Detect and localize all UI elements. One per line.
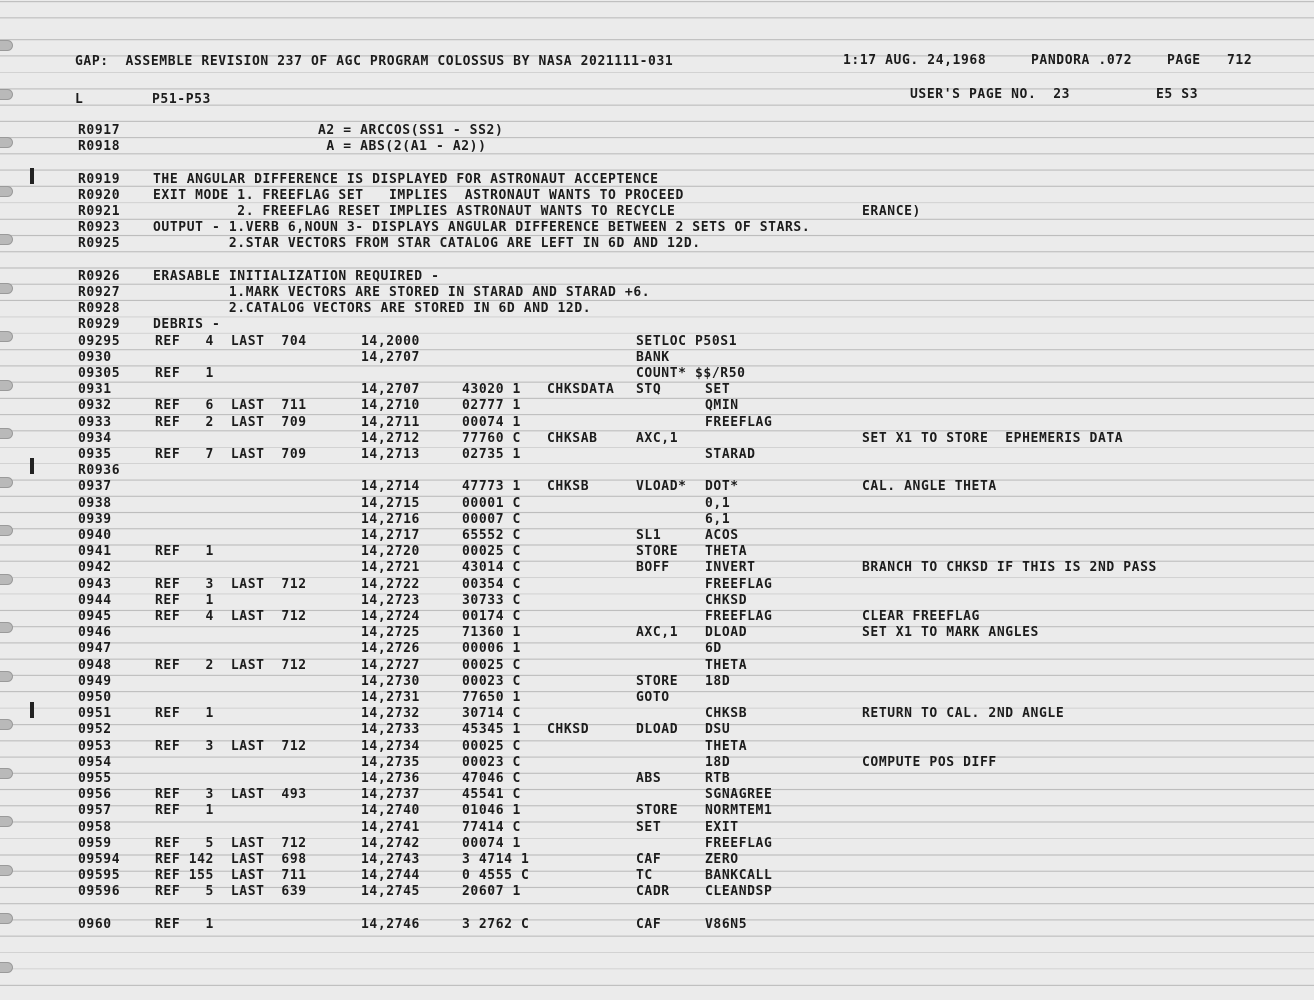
page-label: PAGE	[1167, 53, 1201, 68]
listing-addr: 14,2707	[361, 382, 420, 398]
listing-comment2: SET X1 TO STORE EPHEMERIS DATA	[862, 430, 1124, 446]
listing-ref: REF 5 LAST 712	[155, 835, 307, 851]
margin-mark	[30, 458, 34, 474]
listing-addr: 14,2710	[361, 398, 420, 414]
listing-ref: REF 155 LAST 711	[155, 868, 307, 884]
listing-op: COUNT* $$/R50	[636, 366, 746, 381]
listing-operand: THETA	[705, 657, 748, 673]
listing-remark: DEBRIS -	[153, 317, 221, 333]
listing-op: VLOAD*	[636, 479, 687, 495]
listing-addr: 14,2727	[361, 657, 420, 673]
listing-operand: NORMTEM1	[705, 803, 773, 819]
listing-addr: 14,2711	[361, 414, 420, 430]
feed-hole	[0, 719, 13, 730]
listing-addr: 14,2000	[361, 333, 420, 349]
listing-comment2: BRANCH TO CHKSD IF THIS IS 2ND PASS	[862, 560, 1157, 576]
sequence-number: R0923	[78, 220, 121, 236]
sequence-number: 0960	[78, 916, 112, 932]
sequence-number: R0920	[78, 187, 121, 203]
feed-hole	[0, 186, 13, 197]
assembly-title: GAP: ASSEMBLE REVISION 237 OF AGC PROGRAM COLOSSUS BY NASA 2021111-031	[75, 54, 674, 69]
listing-addr: 14,2715	[361, 495, 420, 511]
listing-addr: 14,2717	[361, 528, 420, 543]
listing-addr: 14,2735	[361, 754, 420, 770]
listing-ref: REF 1	[155, 592, 214, 608]
feed-hole	[0, 380, 13, 391]
listing-word: 30714 C	[462, 706, 521, 722]
feed-hole	[0, 622, 13, 633]
listing-op: AXC,1	[636, 625, 679, 641]
listing-comment2: SET X1 TO MARK ANGLES	[862, 625, 1039, 641]
listing-word: 43020 1	[462, 382, 521, 398]
feed-hole	[0, 525, 13, 536]
listing-type: L	[75, 92, 84, 107]
feed-hole	[0, 234, 13, 245]
feed-hole	[0, 768, 13, 779]
listing-operand: RTB	[705, 771, 731, 786]
listing-ref: REF 7 LAST 709	[155, 447, 307, 462]
listing-label: CHKSD	[547, 722, 590, 738]
listing-addr: 14,2736	[361, 771, 420, 786]
sequence-number: 0947	[78, 641, 112, 657]
listing-ref: REF 6 LAST 711	[155, 398, 307, 414]
sequence-number: R0928	[78, 301, 121, 317]
feed-hole	[0, 865, 13, 876]
listing-label: CHKSB	[547, 479, 590, 495]
feed-hole	[0, 816, 13, 827]
listing-word: 01046 1	[462, 803, 521, 819]
listing-ref: REF 4 LAST 712	[155, 609, 307, 624]
listing-addr: 14,2707	[361, 349, 420, 365]
listing-operand: CLEANDSP	[705, 884, 773, 900]
listing-remark: THE ANGULAR DIFFERENCE IS DISPLAYED FOR ASTRONAUT ACCEPTENCE	[153, 171, 659, 187]
sequence-number: R0929	[78, 317, 121, 333]
listing-word: 77760 C	[462, 430, 521, 446]
listing-addr: 14,2731	[361, 690, 420, 705]
listing-addr: 14,2721	[361, 560, 420, 576]
listing-op: TC	[636, 868, 653, 884]
sequence-number: 0931	[78, 382, 112, 398]
listing-addr: 14,2724	[361, 609, 420, 624]
listing-word: 47773 1	[462, 479, 521, 495]
listing-operand: FREEFLAG	[705, 835, 773, 851]
listing-op: STQ	[636, 382, 662, 398]
sequence-number: 0943	[78, 576, 112, 592]
listing-remark: EXIT MODE 1. FREEFLAG SET IMPLIES ASTRONAUT WANTS TO PROCEED	[153, 187, 684, 203]
sequence-number: 0941	[78, 544, 112, 560]
sequence-number: 0951	[78, 706, 112, 722]
listing-remark: 2.CATALOG VECTORS ARE STORED IN 6D AND 12D.	[153, 301, 592, 317]
sequence-number: 0937	[78, 479, 112, 495]
listing-ref: REF 3 LAST 712	[155, 576, 307, 592]
listing-addr: 14,2740	[361, 803, 420, 819]
feed-hole	[0, 671, 13, 682]
listing-addr: 14,2714	[361, 479, 420, 495]
listing-remark: OUTPUT - 1.VERB 6,NOUN 3- DISPLAYS ANGULAR DIFFERENCE BETWEEN 2 SETS OF STARS.	[153, 220, 811, 236]
listing-operand: FREEFLAG	[705, 414, 773, 430]
listing-word: 71360 1	[462, 625, 521, 641]
listing-op: BANK	[636, 349, 670, 365]
section-code: E5 S3	[1156, 87, 1199, 102]
listing-word: 00025 C	[462, 544, 521, 560]
listing-word: 43014 C	[462, 560, 521, 576]
listing-ref: REF 4 LAST 704	[155, 333, 307, 349]
listing-op: BOFF	[636, 560, 670, 576]
listing-word: 0 4555 C	[462, 868, 530, 884]
listing-ref: REF 142 LAST 698	[155, 852, 307, 867]
listing-word: 00354 C	[462, 576, 521, 592]
listing-addr: 14,2742	[361, 835, 420, 851]
listing-op: STORE	[636, 803, 679, 819]
listing-comment2: CAL. ANGLE THETA	[862, 479, 997, 495]
listing-op: CAF	[636, 916, 662, 932]
listing-addr: 14,2726	[361, 641, 420, 657]
listing-addr: 14,2713	[361, 447, 420, 462]
listing-ref: REF 1	[155, 803, 214, 819]
listing-op: ABS	[636, 771, 662, 786]
sequence-number: 0932	[78, 398, 112, 414]
listing-addr: 14,2730	[361, 673, 420, 689]
feed-hole	[0, 283, 13, 294]
listing-op: SET	[636, 819, 662, 835]
listing-op: CAF	[636, 852, 662, 867]
sequence-number: 0953	[78, 738, 112, 754]
listing-word: 45345 1	[462, 722, 521, 738]
sequence-number: 0930	[78, 349, 112, 365]
listing-operand: EXIT	[705, 819, 739, 835]
listing-ref: REF 1	[155, 366, 214, 381]
sequence-number: R0919	[78, 171, 121, 187]
listing-addr: 14,2720	[361, 544, 420, 560]
listing-operand: CHKSD	[705, 592, 748, 608]
listing-remark: ERASABLE INITIALIZATION REQUIRED -	[153, 268, 440, 284]
listing-ref: REF 3 LAST 712	[155, 738, 307, 754]
listing-operand: 18D	[705, 754, 731, 770]
listing-word: 45541 C	[462, 787, 521, 803]
listing-addr: 14,2737	[361, 787, 420, 803]
listing-word: 00001 C	[462, 495, 521, 511]
feed-hole	[0, 89, 13, 100]
listing-word: 77650 1	[462, 690, 521, 705]
listing-word: 02735 1	[462, 447, 521, 462]
sequence-number: 0933	[78, 414, 112, 430]
listing-operand: 6D	[705, 641, 722, 657]
sequence-number: 0955	[78, 771, 112, 786]
listing-word: 20607 1	[462, 884, 521, 900]
listing-comment2: CLEAR FREEFLAG	[862, 609, 980, 624]
listing-word: 00023 C	[462, 673, 521, 689]
listing-operand: 0,1	[705, 495, 731, 511]
sequence-number: R0918	[78, 139, 121, 155]
listing-operand: THETA	[705, 738, 748, 754]
listing-remark: 1.MARK VECTORS ARE STORED IN STARAD AND STARAD +6.	[153, 285, 651, 300]
pandora-version: PANDORA .072	[1031, 53, 1133, 68]
sequence-number: 0944	[78, 592, 112, 608]
listing-operand: BANKCALL	[705, 868, 773, 884]
listing-word: 00025 C	[462, 657, 521, 673]
feed-hole	[0, 477, 13, 488]
listing-word: 00174 C	[462, 609, 521, 624]
listing-operand: SGNAGREE	[705, 787, 773, 803]
listing-word: 00007 C	[462, 511, 521, 527]
sequence-number: 0949	[78, 673, 112, 689]
sequence-number: R0921	[78, 204, 121, 219]
listing-word: 00006 1	[462, 641, 521, 657]
page-number: 712	[1227, 53, 1253, 68]
listing-ref: REF 1	[155, 706, 214, 722]
listing-word: 30733 C	[462, 592, 521, 608]
listing-operand: THETA	[705, 544, 748, 560]
listing-op: DLOAD	[636, 722, 679, 738]
listing-note: ERANCE)	[862, 204, 921, 219]
listing-word: 00074 1	[462, 414, 521, 430]
listing-addr: 14,2732	[361, 706, 420, 722]
listing-operand: ZERO	[705, 852, 739, 867]
sequence-number: 0939	[78, 511, 112, 527]
listing-operand: FREEFLAG	[705, 609, 773, 624]
listing-ref: REF 1	[155, 916, 214, 932]
sequence-number: 0945	[78, 609, 112, 624]
listing-word: 77414 C	[462, 819, 521, 835]
listing-ref: REF 1	[155, 544, 214, 560]
users-page-number: USER'S PAGE NO. 23	[910, 87, 1071, 102]
listing-comment2: COMPUTE POS DIFF	[862, 754, 997, 770]
listing-comment: A = ABS(2(A1 - A2))	[318, 139, 487, 155]
listing-word: 00074 1	[462, 835, 521, 851]
listing-label: CHKSAB	[547, 430, 598, 446]
sequence-number: 0954	[78, 754, 112, 770]
feed-hole	[0, 962, 13, 973]
listing-operand: V86N5	[705, 916, 748, 932]
listing-operand: INVERT	[705, 560, 756, 576]
timestamp: 1:17 AUG. 24,1968	[843, 53, 987, 68]
sequence-number: 0946	[78, 625, 112, 641]
feed-hole	[0, 574, 13, 585]
listing-operand: FREEFLAG	[705, 576, 773, 592]
sequence-number: 0934	[78, 430, 112, 446]
sequence-number: 0959	[78, 835, 112, 851]
listing-addr: 14,2716	[361, 511, 420, 527]
listing-remark: 2.STAR VECTORS FROM STAR CATALOG ARE LEFT IN 6D AND 12D.	[153, 236, 701, 252]
listing-op: SETLOC P50S1	[636, 333, 738, 349]
listing-operand: STARAD	[705, 447, 756, 462]
listing-word: 3 4714 1	[462, 852, 530, 867]
listing-comment: A2 = ARCCOS(SS1 - SS2)	[318, 123, 504, 138]
listing-operand: CHKSB	[705, 706, 748, 722]
feed-hole	[0, 40, 13, 51]
listing-word: 02777 1	[462, 398, 521, 414]
feed-hole	[0, 913, 13, 924]
listing-operand: 6,1	[705, 511, 731, 527]
sequence-number: 0940	[78, 528, 112, 543]
listing-operand: ACOS	[705, 528, 739, 543]
listing-addr: 14,2743	[361, 852, 420, 867]
margin-mark	[30, 168, 34, 184]
listing-addr: 14,2734	[361, 738, 420, 754]
listing-addr: 14,2722	[361, 576, 420, 592]
listing-ref: REF 2 LAST 712	[155, 657, 307, 673]
listing-operand: DOT*	[705, 479, 739, 495]
listing-operand: DSU	[705, 722, 731, 738]
listing-op: CADR	[636, 884, 670, 900]
listing-addr: 14,2741	[361, 819, 420, 835]
sequence-number: 0952	[78, 722, 112, 738]
listing-op: STORE	[636, 544, 679, 560]
listing-comment2: RETURN TO CAL. 2ND ANGLE	[862, 706, 1065, 722]
listing-op: SL1	[636, 528, 662, 543]
sequence-number: R0927	[78, 285, 121, 300]
listing-operand: DLOAD	[705, 625, 748, 641]
margin-mark	[30, 702, 34, 718]
listing-op: GOTO	[636, 690, 670, 705]
listing-addr: 14,2745	[361, 884, 420, 900]
listing-addr: 14,2712	[361, 430, 420, 446]
sequence-number: 0958	[78, 819, 112, 835]
sequence-number: R0936	[78, 463, 121, 479]
sequence-number: 0956	[78, 787, 112, 803]
sequence-number: 0942	[78, 560, 112, 576]
sequence-number: 09305	[78, 366, 121, 381]
sequence-number: 0935	[78, 447, 112, 462]
listing-word: 3 2762 C	[462, 916, 530, 932]
listing-ref: REF 5 LAST 639	[155, 884, 307, 900]
listing-addr: 14,2744	[361, 868, 420, 884]
listing-addr: 14,2733	[361, 722, 420, 738]
program-name: P51-P53	[152, 92, 211, 107]
sequence-number: 0950	[78, 690, 112, 705]
listing-operand: SET	[705, 382, 731, 398]
sequence-number: 09594	[78, 852, 121, 867]
listing-word: 65552 C	[462, 528, 521, 543]
listing-addr: 14,2723	[361, 592, 420, 608]
listing-op: AXC,1	[636, 430, 679, 446]
feed-hole	[0, 331, 13, 342]
sequence-number: R0926	[78, 268, 121, 284]
sequence-number: 09295	[78, 333, 121, 349]
listing-word: 00025 C	[462, 738, 521, 754]
listing-operand: 18D	[705, 673, 731, 689]
sequence-number: 0957	[78, 803, 112, 819]
listing-addr: 14,2725	[361, 625, 420, 641]
listing-ref: REF 3 LAST 493	[155, 787, 307, 803]
listing-op: STORE	[636, 673, 679, 689]
listing-ref: REF 2 LAST 709	[155, 414, 307, 430]
listing-word: 47046 C	[462, 771, 521, 786]
sequence-number: 09596	[78, 884, 121, 900]
feed-hole	[0, 428, 13, 439]
sequence-number: 09595	[78, 868, 121, 884]
sequence-number: 0948	[78, 657, 112, 673]
listing-label: CHKSDATA	[547, 382, 615, 398]
sequence-number: 0938	[78, 495, 112, 511]
sequence-number: R0925	[78, 236, 121, 252]
sequence-number: R0917	[78, 123, 121, 138]
listing-word: 00023 C	[462, 754, 521, 770]
listing-remark: 2. FREEFLAG RESET IMPLIES ASTRONAUT WANTS TO RECYCLE	[153, 204, 676, 219]
listing-operand: QMIN	[705, 398, 739, 414]
feed-hole	[0, 137, 13, 148]
listing-addr: 14,2746	[361, 916, 420, 932]
